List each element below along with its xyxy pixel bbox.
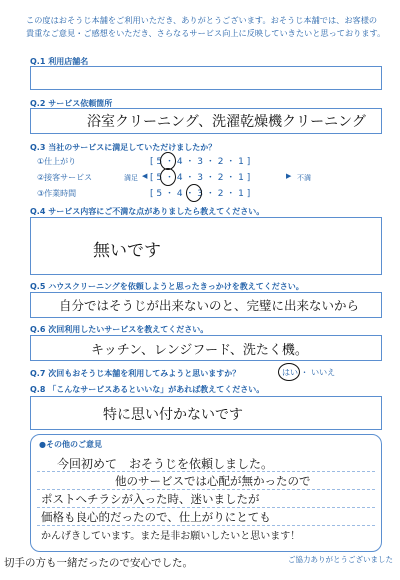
other-line-4: 価格も良心的だったので、仕上がりにとても (41, 510, 271, 524)
ruled-line (37, 507, 375, 508)
q7-option-sep: ・ (300, 368, 309, 377)
q7-option-no[interactable]: いいえ (311, 368, 336, 377)
q4-label: Q.4 サービス内容にご不満な点がありましたら教えてください。 (30, 207, 265, 216)
q3-satisfied-label: 満足 (124, 174, 138, 182)
q3-row-3-selected-circle (186, 184, 202, 202)
q2-answer-box[interactable] (30, 108, 382, 134)
thanks-text: ご協力ありがとうございました (288, 555, 393, 564)
q4-answer: 無いです (93, 241, 161, 261)
q6-label: Q.6 次回利用したいサービスを教えてください。 (30, 325, 209, 334)
q3-row-1-label: ①仕上がり (37, 157, 77, 166)
other-line-5: かんげきしています。また是非お願いしたいと思います！ (41, 531, 301, 542)
q3-row-2-label: ②接客サービス (37, 173, 93, 182)
q2-answer: 浴室クリーニング、洗濯乾燥機クリーニング (87, 114, 366, 130)
other-line-2: 他のサービスでは心配が無かったので (115, 474, 311, 488)
intro-line-1: この度はおそうじ本舗をご利用いただき、ありがとうございます。おそうじ本舗では、お客様の (26, 15, 378, 25)
q3-row-2-selected-circle (160, 168, 176, 186)
q1-answer-box[interactable] (30, 66, 382, 90)
q7-option-yes[interactable]: はい (282, 368, 298, 377)
q6-answer-box[interactable] (30, 335, 382, 361)
q8-answer-box[interactable] (30, 396, 382, 430)
q3-row-3-label: ③作業時間 (37, 189, 77, 198)
q7-selected-circle (278, 363, 300, 381)
ruled-line (37, 525, 375, 526)
q3-row-2-scale[interactable]: [ 5 ・ 4 ・ 3 ・ 2 ・ 1 ] (150, 173, 251, 183)
intro-text (26, 14, 386, 40)
q3-label: Q.3 当社のサービスに満足していただけましたか？ (30, 143, 217, 152)
q3-row-3-scale[interactable]: [ 5 ・ 4 ・ 3 ・ 2 ・ 1 ] (150, 189, 251, 199)
q3-unsatisfied-label: 不満 (297, 174, 311, 182)
footer-handwritten-note: 切手の方も一緒だったので安心でした。 (4, 557, 193, 569)
q5-label: Q.5 ハウスクリーニングを依頼しようと思ったきっかけを教えてください。 (30, 282, 304, 291)
ruled-line (37, 489, 375, 490)
other-line-1: 今回初めて おそうじを依頼しました。 (57, 457, 274, 471)
q2-label: Q.2 サービス依頼箇所 (30, 99, 113, 108)
q8-answer: 特に思い付かないです (103, 407, 243, 423)
other-line-3: ポストへチラシが入った時、迷いましたが (41, 492, 260, 506)
other-opinions-label: ●その他のご意見 (39, 440, 102, 449)
q6-answer: キッチン、レンジフード、洗たく機。 (91, 343, 308, 358)
q3-row-1-scale[interactable]: [ 5 ・ 4 ・ 3 ・ 2 ・ 1 ] (150, 157, 251, 167)
q8-label: Q.8 「こんなサービスあるといいな」があれば教えてください。 (30, 385, 265, 394)
intro-line-2: 貴重なご意見・ご感想をいただき、さらなるサービス向上に反映していきたいと思っております。 (26, 28, 386, 38)
q1-label: Q.1 利用店舗名 (30, 57, 89, 66)
q5-answer-box[interactable] (30, 292, 382, 318)
q5-answer: 自分ではそうじが出来ないのと、完璧に出来ないから (59, 298, 360, 313)
other-opinions-box[interactable] (30, 434, 382, 552)
q7-label: Q.7 次回もおそうじ本舗を利用してみようと思いますか？ (30, 369, 241, 378)
q3-arrow-right-icon: ▶ (286, 172, 292, 180)
q3-arrow-left-icon: ◀ (142, 172, 148, 180)
q4-answer-box[interactable] (30, 217, 382, 275)
